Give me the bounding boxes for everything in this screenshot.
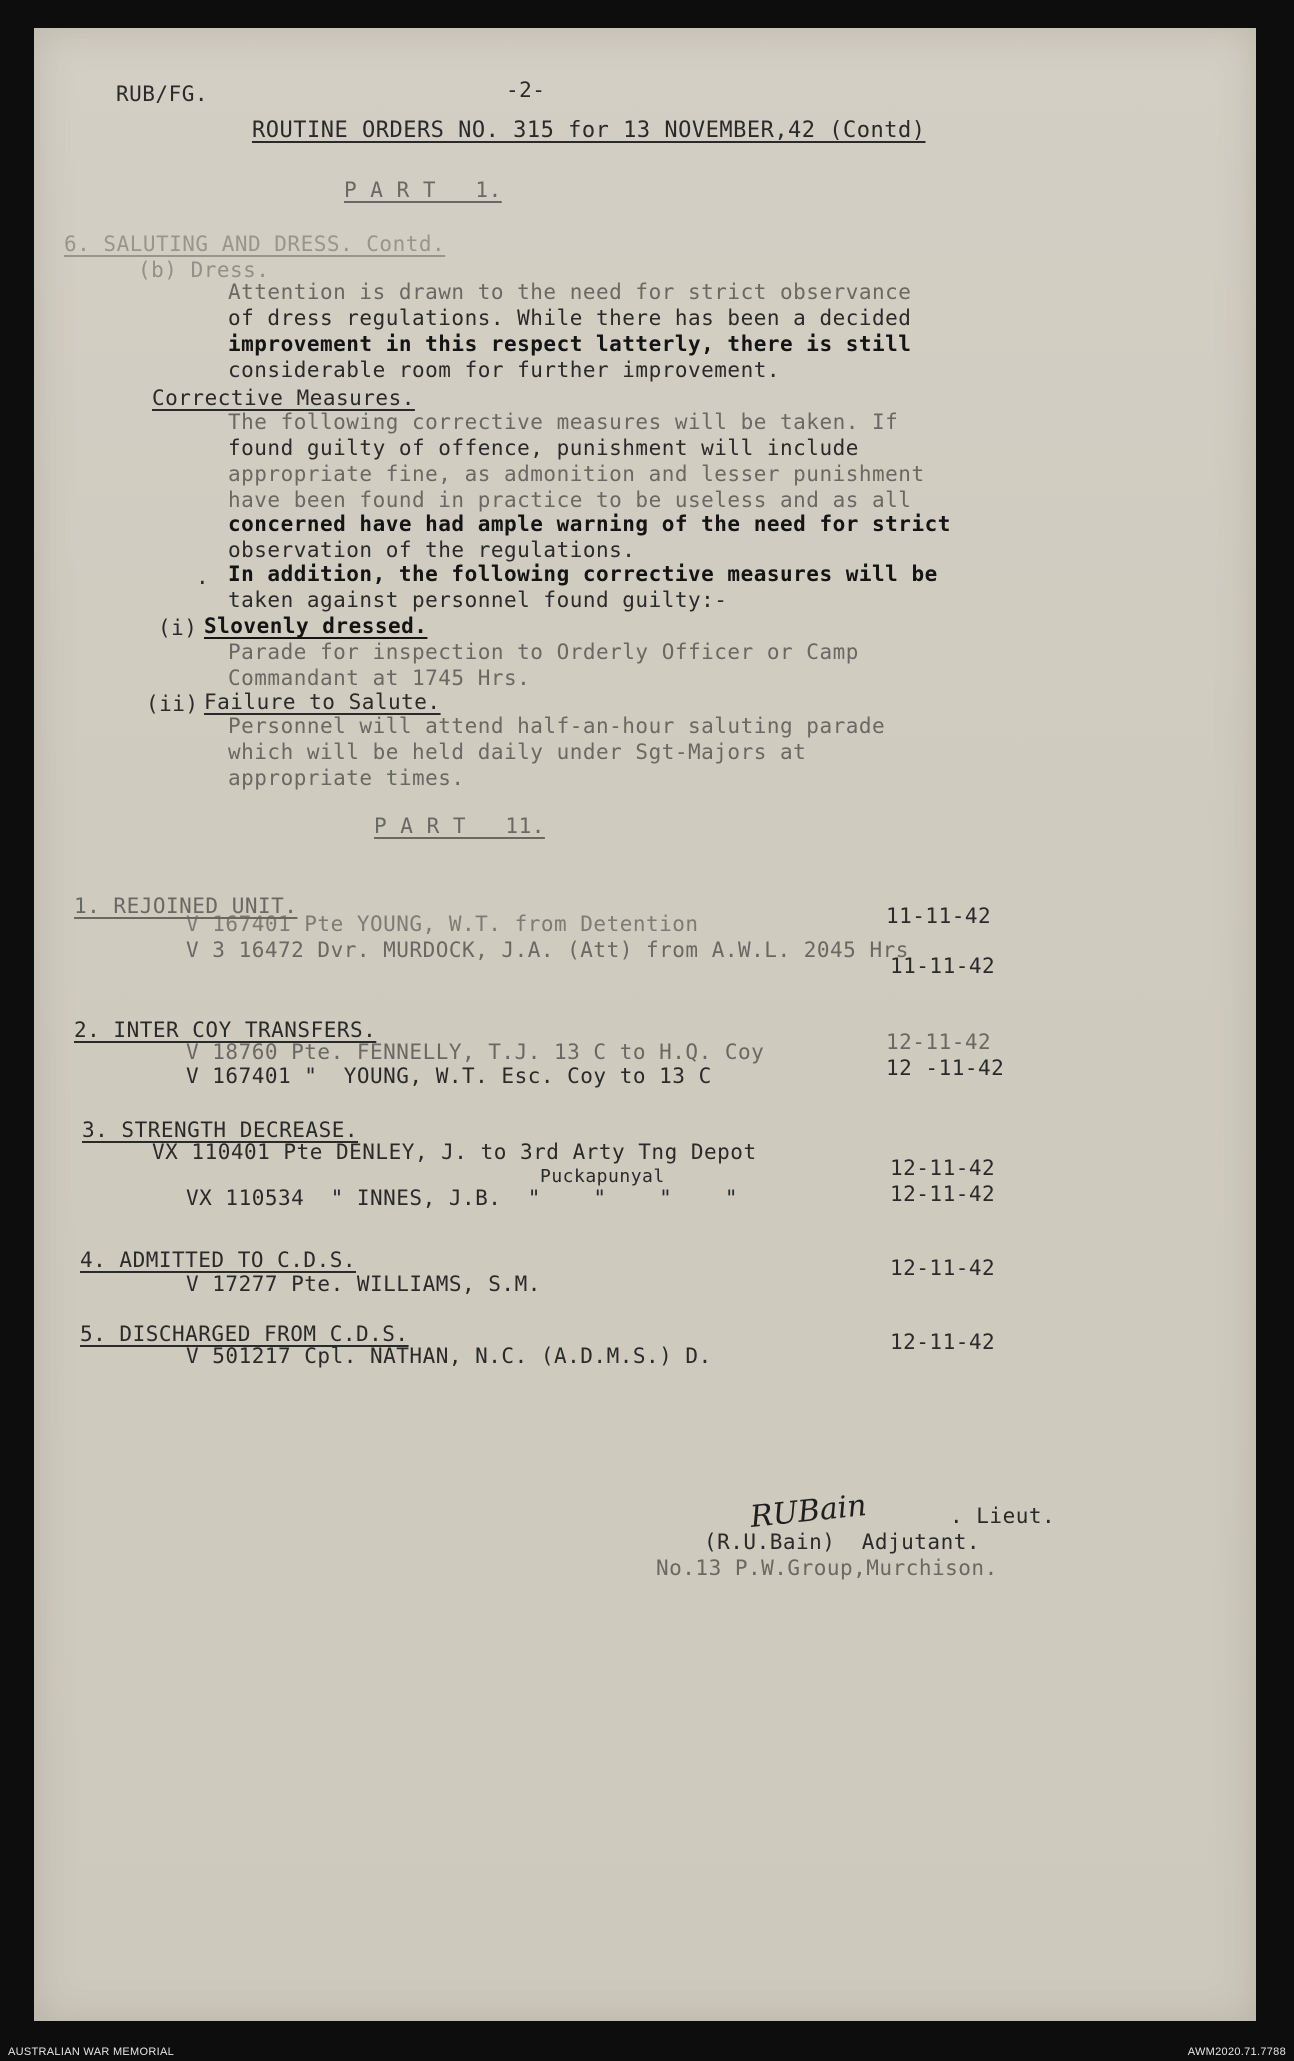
slovenly-line-2: Commandant at 1745 Hrs. xyxy=(228,666,531,690)
corrective-line-5: concerned have had ample warning of the need for strict xyxy=(228,512,951,536)
rejoined-record-2: V 3 16472 Dvr. MURDOCK, J.A. (Att) from A.W.L. 2045 Hrs xyxy=(186,938,909,962)
corrective-line-1: The following corrective measures will be taken. If xyxy=(228,410,899,434)
corrective-line-2: found guilty of offence, punishment will include xyxy=(228,436,859,460)
admitted-date-1: 12-11-42 xyxy=(890,1256,996,1280)
transfers-heading: 2. INTER COY TRANSFERS. xyxy=(74,1018,377,1042)
item-two-label: (ii) xyxy=(146,692,199,716)
footer-right: AWM2020.71.7788 xyxy=(1187,2046,1286,2058)
rejoined-heading: 1. REJOINED UNIT. xyxy=(74,894,298,918)
addition-line-2: taken against personnel found guilty:- xyxy=(228,588,728,612)
signature-name-line: (R.U.Bain) Adjutant. xyxy=(704,1530,981,1554)
bullet-dot: . xyxy=(196,565,210,589)
slovenly-heading: Slovenly dressed. xyxy=(204,614,428,638)
rejoined-date-1: 11-11-42 xyxy=(886,904,992,928)
dress-line-2: of dress regulations. While there has been a decided xyxy=(228,306,912,330)
rejoined-date-2: 11-11-42 xyxy=(890,954,996,978)
discharged-heading: 5. DISCHARGED FROM C.D.S. xyxy=(80,1322,409,1346)
strength-date-1: 12-11-42 xyxy=(890,1156,996,1180)
part-one-heading: P A R T 1. xyxy=(344,178,502,202)
rejoined-record-1: V 167401 Pte YOUNG, W.T. from Detention xyxy=(186,912,699,936)
admitted-record-1: V 17277 Pte. WILLIAMS, S.M. xyxy=(186,1272,541,1296)
slovenly-line-1: Parade for inspection to Orderly Officer or Camp xyxy=(228,640,859,664)
transfers-date-2: 12 -11-42 xyxy=(886,1056,1005,1080)
section-heading: 6. SALUTING AND DRESS. Contd. xyxy=(64,232,446,256)
item-one-label: (i) xyxy=(158,616,198,640)
strength-record-1: VX 110401 Pte DENLEY, J. to 3rd Arty Tng Depot xyxy=(152,1140,757,1164)
document-title: ROUTINE ORDERS NO. 315 for 13 NOVEMBER,42 (Contd) xyxy=(252,118,926,143)
dress-line-1: Attention is drawn to the need for strict observance xyxy=(228,280,912,304)
salute-heading: Failure to Salute. xyxy=(204,690,441,714)
salute-line-3: appropriate times. xyxy=(228,766,465,790)
transfers-record-2: V 167401 " YOUNG, W.T. Esc. Coy to 13 C xyxy=(186,1064,712,1088)
dress-line-4: considerable room for further improvement. xyxy=(228,358,781,382)
transfers-date-1: 12-11-42 xyxy=(886,1030,992,1054)
admitted-heading: 4. ADMITTED TO C.D.S. xyxy=(80,1248,357,1272)
signature-rank: . Lieut. xyxy=(950,1504,1056,1528)
addition-line-1: In addition, the following corrective measures will be xyxy=(228,562,938,586)
transfers-record-1: V 18760 Pte. FENNELLY, T.J. 13 C to H.Q. Coy xyxy=(186,1040,765,1064)
salute-line-1: Personnel will attend half-an-hour saluting parade xyxy=(228,714,886,738)
corrective-line-3: appropriate fine, as admonition and lesser punishment xyxy=(228,462,925,486)
subsection-label: (b) Dress. xyxy=(138,258,270,282)
handwritten-signature: RUBain xyxy=(748,1487,869,1536)
salute-line-2: which will be held daily under Sgt-Majors at xyxy=(228,740,807,764)
reference-code: RUB/FG. xyxy=(116,82,209,106)
corrective-heading: Corrective Measures. xyxy=(152,386,415,410)
strength-record-1-place: Puckapunyal xyxy=(540,1166,665,1187)
page-number: -2- xyxy=(506,78,546,102)
corrective-line-6: observation of the regulations. xyxy=(228,538,636,562)
discharged-date-1: 12-11-42 xyxy=(890,1330,996,1354)
part-two-heading: P A R T 11. xyxy=(374,814,545,838)
strength-record-2: VX 110534 " INNES, J.B. " " " " xyxy=(186,1186,739,1210)
discharged-record-1: V 501217 Cpl. NATHAN, N.C. (A.D.M.S.) D. xyxy=(186,1344,712,1368)
corrective-line-4: have been found in practice to be useless and as all xyxy=(228,488,912,512)
signature-unit-line: No.13 P.W.Group,Murchison. xyxy=(656,1556,998,1580)
dress-line-3: improvement in this respect latterly, there is still xyxy=(228,332,912,356)
strength-heading: 3. STRENGTH DECREASE. xyxy=(82,1118,359,1142)
footer-left: AUSTRALIAN WAR MEMORIAL xyxy=(8,2046,175,2058)
strength-date-2: 12-11-42 xyxy=(890,1182,996,1206)
